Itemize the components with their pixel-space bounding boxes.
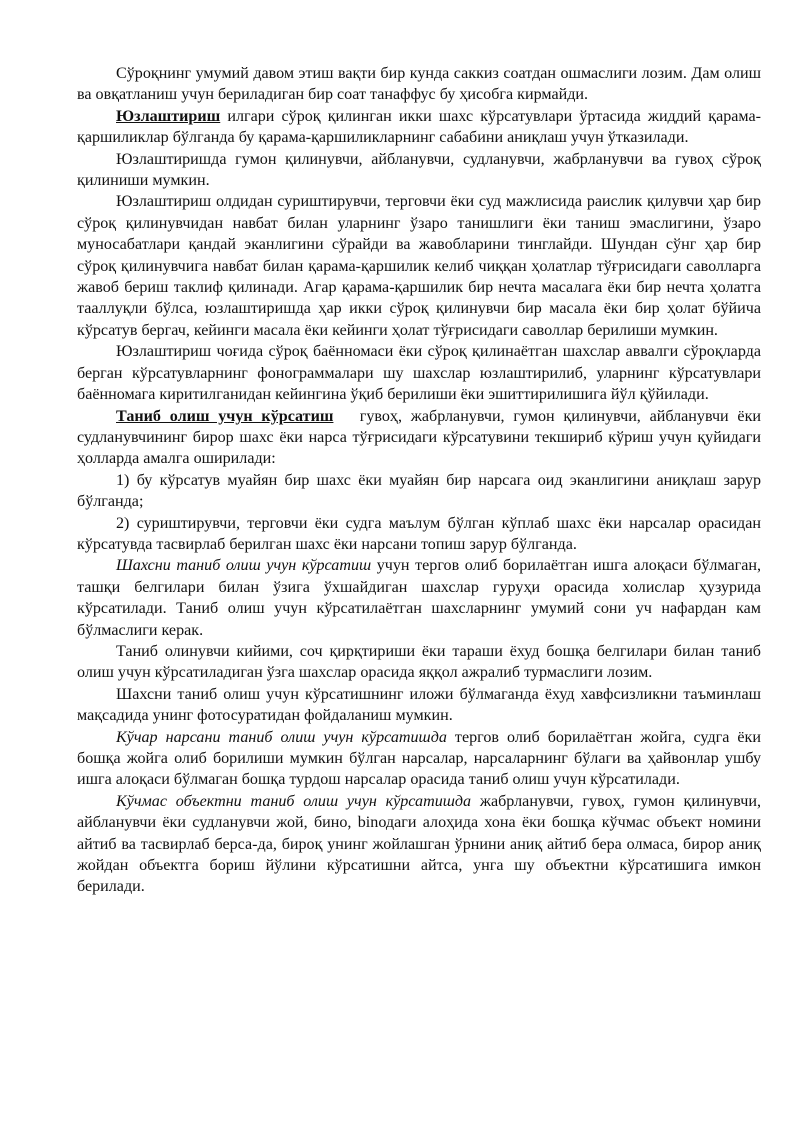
paragraph-5: Юзлаштириш чоғида сўроқ баённомаси ёки сўроқ қилинаётган шахслар аввалги сўроқларда берган кўрсатувларнинг фонограммалари шу шахслар юзлаштирилиб, уларнинг кўрсатувлари баённомага киритилганидан кейингина ўқиб берилиши ёки эшиттирилишига йўл қўйилади. [77, 343, 761, 404]
paragraph-4: Юзлаштириш олдидан суриштирувчи, терговчи ёки суд мажлисида раислик қилувчи ҳар бир сўроқ қилинувчидан навбат билан уларнинг ўзаро танишлиги ёки таниш эмаслигини, ўзаро муносабатлари қандай эканлигини сўрайди ва жавобларини тинглайди. Шундан сўнг ҳар бир сўроқ қилинувчига навбат билан қарама-қаршилик келиб чиққан ҳолатлар тўғрисидаги саволларга жавоб бериш таклиф қилинади. Агар қарама-қаршилик бир нечта масалага ёки бир нечта ҳолатга тааллуқли бўлса, юзлаштиришда ҳар икки сўроқ қилинувчи бир масала ёки бир ҳолат бўйича кўрсатув бергач, кейинги масала ёки кейинги ҳолат тўғрисидаги саволлар берилиши мумкин. [77, 193, 761, 339]
term-identification: Таниб олиш учун кўрсатиш [116, 407, 334, 425]
paragraph-13: Кўчмас объектни таниб олиш учун кўрсатишда жабрланувчи, гувоҳ, гумон қилинувчи, айбланувчи ёки судланувчи жой, бино, binодаги алоҳида хона ёки бошқа кўчмас объект номини айтиб ва тасвирлаб берса-да, бироқ унинг жойлашган ўрнини аниқ айтиб бера олмаса, бирор аниқ жойдан объектга бориш йўлини кўрсатишни айтса, унга шу объектни кўрсатишига имкон берилади. [77, 792, 761, 896]
paragraph-12: Кўчар нарсани таниб олиш учун кўрсатишда тергов олиб борилаётган жойга, судга ёки бошқа жойга олиб борилиши мумкин бўлган нарсалар, нарсаларнинг бўлаги ва ҳайвонлар ушбу ишга алоқаси бўлмаган бошқа турдош нарсалар орасида таниб олиш учун кўрсатилади. [77, 728, 761, 789]
document-body [77, 63, 766, 898]
paragraph-1: Сўроқнинг умумий давом этиш вақти бир кунда саккиз соатдан ошмаслиги лозим. Дам олиш ва овқатланиш учун бериладиган бир соат танаффус бу ҳисобга кирмайди. [77, 65, 761, 104]
paragraph-9: Шахсни таниб олиш учун кўрсатиш учун тергов олиб борилаётган ишга алоқаси бўлмаган, ташқи белгилари билан ўзига ўхшайдиган шахслар гуруҳи орасида холислар ҳузурида кўрсатилади. Таниб олиш учун кўрсатилаётган шахсларнинг умумий сони уч нафардан кам бўлмаслиги керак. [77, 557, 762, 639]
paragraph-2: Юзлаштириш илгари сўроқ қилинган икки шахс кўрсатувлари ўртасида жиддий қарама-қаршиликлар бўлганда бу қарама-қаршиликларнинг сабабини аниқлаш учун ўтказилади. [77, 107, 761, 147]
term-movable-identification: Кўчар нарсани таниб олиш учун кўрсатишда [116, 728, 447, 746]
paragraph-11: Шахсни таниб олиш учун кўрсатишнинг иложи бўлмаганда ёхуд хавфсизликни таъминлаш мақсадида унинг фотосуратидан фойдаланиш мумкин. [77, 685, 761, 725]
term-confrontation: Юзлаштириш [116, 107, 221, 125]
paragraph-8: 2) суриштирувчи, терговчи ёки судга маълум бўлган кўплаб шахс ёки нарсалар орасидан кўрсатувда тасвирлаб берилган шахс ёки нарсани топиш зарур бўлганда. [77, 514, 761, 553]
term-immovable-identification: Кўчмас объектни таниб олиш учун кўрсатишда [116, 792, 472, 810]
paragraph-3: Юзлаштиришда гумон қилинувчи, айбланувчи, судланувчи, жабрланувчи ва гувоҳ сўроқ қилиниши мумкин. [77, 150, 761, 190]
paragraph-6: Таниб олиш учун кўрсатиш гувоҳ, жабрланувчи, гумон қилинувчи, айбланувчи ёки судланувчининг бирор шахс ёки нарса тўғрисидаги кўрсатувини текшириб кўриш учун қуйидаги ҳолларда амалга оширилади: [77, 407, 766, 468]
paragraph-7: 1) бу кўрсатув муайян бир шахс ёки муайян бир нарсага оид эканлигини аниқлаш зарур бўлганда; [77, 471, 761, 511]
paragraph-10: Таниб олинувчи кийими, соч қирқтириши ёки тараши ёхуд бошқа белгилари билан таниб олиш учун кўрсатиладиган ўзга шахслар орасида яққол ажралиб турмаслиги лозим. [77, 642, 761, 682]
term-person-identification: Шахсни таниб олиш учун кўрсатиш [116, 557, 372, 575]
